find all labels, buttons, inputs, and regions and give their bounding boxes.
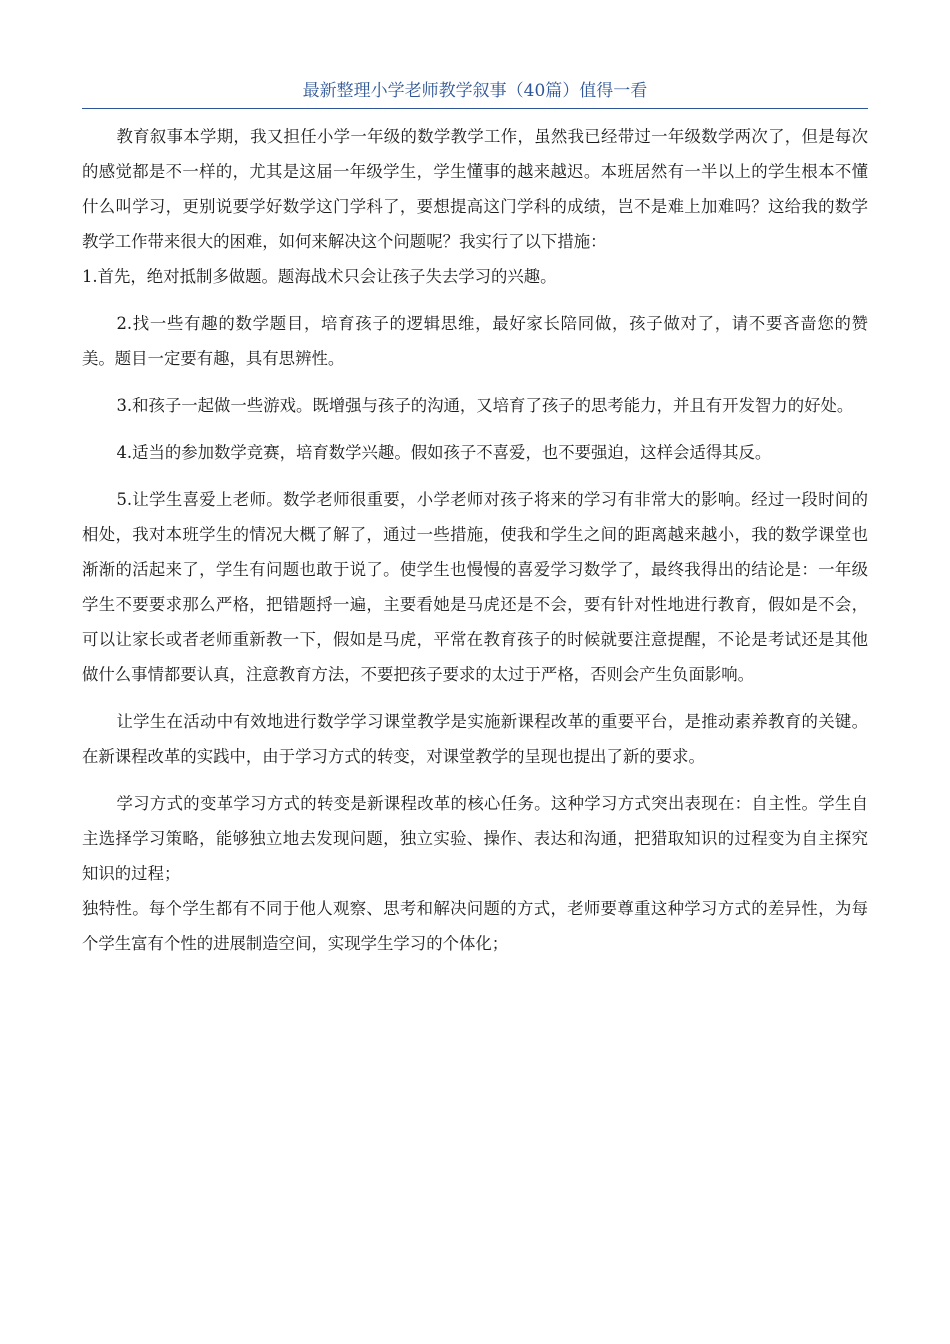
paragraph-intro: 教育叙事本学期，我又担任小学一年级的数学教学工作，虽然我已经带过一年级数学两次了，但是每次的感觉都是不一样的，尤其是这届一年级学生，学生懂事的越来越迟。本班居然有一半以上的学生根本不懂什么叫学习，更别说要学好数学这门学科了，要想提高这门学科的成绩，岂不是难上加难吗？这给我的数学教学工作带来很大的困难，如何来解决这个问题呢？我实行了以下措施：	[82, 127, 868, 251]
paragraph-learning-style: 学习方式的变革学习方式的转变是新课程改革的核心任务。这种学习方式突出表现在：自主性。学生自主选择学习策略，能够独立地去发现问题，独立实验、操作、表达和沟通，把猎取知识的过程变为自主探究知识的过程；	[82, 794, 868, 883]
document-page	[82, 78, 868, 961]
paragraph-activity-learning: 让学生在活动中有效地进行数学学习课堂教学是实施新课程改革的重要平台，是推动素养教育的关键。在新课程改革的实践中，由于学习方式的转变，对课堂教学的呈现也提出了新的要求。	[82, 712, 868, 766]
paragraph-uniqueness: 独特性。每个学生都有不同于他人观察、思考和解决问题的方式，老师要尊重这种学习方式的差异性，为每个学生富有个性的进展制造空间，实现学生学习的个体化；	[82, 899, 868, 953]
paragraph-item-3: 3.和孩子一起做一些游戏。既增强与孩子的沟通，又培育了孩子的思考能力，并且有开发智力的好处。	[116, 396, 854, 415]
paragraph-item-1: 1.首先，绝对抵制多做题。题海战术只会让孩子失去学习的兴趣。	[82, 267, 557, 286]
paragraph-item-5: 5.让学生喜爱上老师。数学老师很重要，小学老师对孩子将来的学习有非常大的影响。经过一段时间的相处，我对本班学生的情况大概了解了，通过一些措施，使我和学生之间的距离越来越小，我的数学课堂也渐渐的活起来了，学生有问题也敢于说了。使学生也慢慢的喜爱学习数学了，最终我得出的结论是：一年级学生不要要求那么严格，把错题捋一遍，主要看她是马虎还是不会，要有针对性地进行教育，假如是不会，可以让家长或者老师重新教一下，假如是马虎，平常在教育孩子的时候就要注意提醒，不论是考试还是其他做什么事情都要认真，注意教育方法，不要把孩子要求的太过于严格，否则会产生负面影响。	[82, 490, 868, 684]
document-body	[82, 119, 868, 961]
paragraph-item-4: 4.适当的参加数学竞赛，培育数学兴趣。假如孩子不喜爱，也不要强迫，这样会适得其反。	[116, 443, 772, 462]
paragraph-item-2: 2.找一些有趣的数学题目，培育孩子的逻辑思维，最好家长陪同做，孩子做对了，请不要吝啬您的赞美。题目一定要有趣，具有思辨性。	[82, 314, 868, 368]
page-header: 最新整理小学老师教学叙事（40篇）值得一看	[82, 78, 868, 109]
